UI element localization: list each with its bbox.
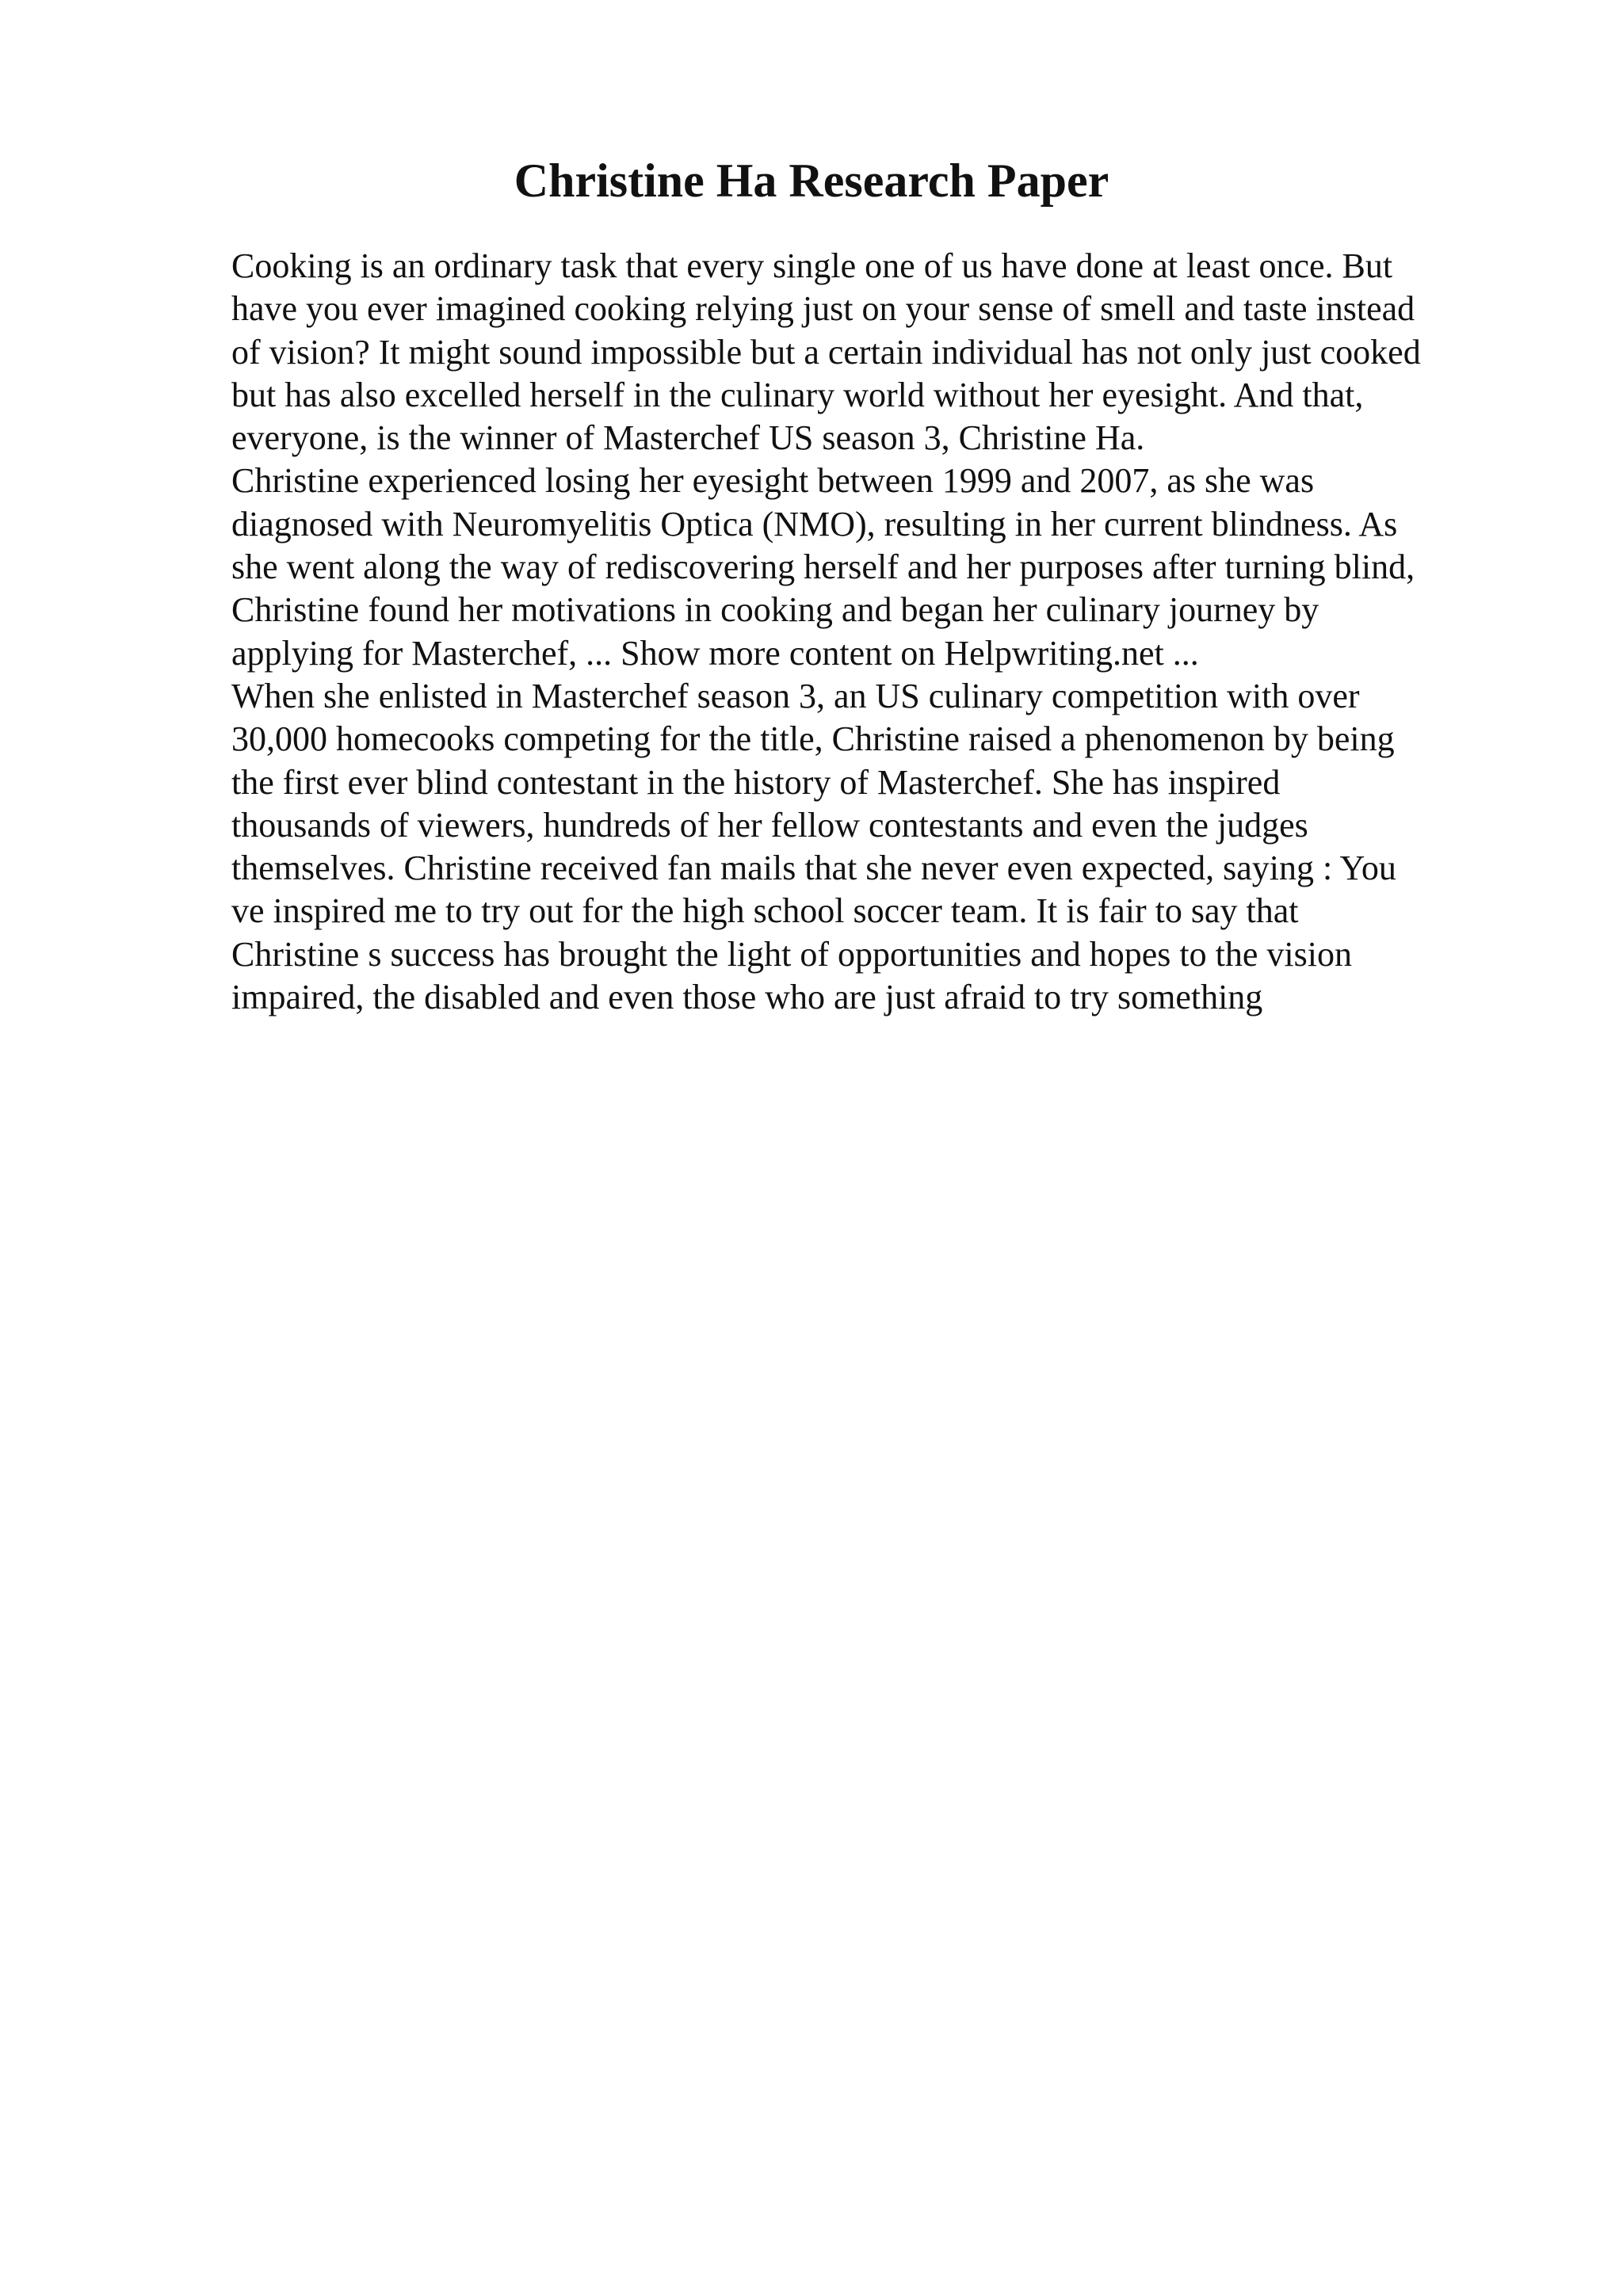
body-line: everyone, is the winner of Masterchef US season 3, Christine Ha. [231,418,1145,458]
body-line: have you ever imagined cooking relying just on your sense of smell and taste instead [231,289,1415,329]
body-line: impaired, the disabled and even those who are just afraid to try something [231,978,1263,1017]
body-line: Cooking is an ordinary task that every single one of us have done at least once. But [231,246,1393,285]
body-line: themselves. Christine received fan mails that she never even expected, saying : You [231,849,1396,888]
body-line: When she enlisted in Masterchef season 3, an US culinary competition with over [231,676,1360,715]
document-body [231,245,1515,1019]
body-line: she went along the way of rediscovering herself and her purposes after turning blind, [231,547,1415,587]
body-line: Christine s success has brought the light of opportunities and hopes to the vision [231,934,1352,974]
body-line: of vision? It might sound impossible but a certain individual has not only just cooked [231,332,1421,372]
body-line: applying for Masterchef, ... Show more content on Helpwriting.net ... [231,633,1199,673]
body-line: 30,000 homecooks competing for the title, Christine raised a phenomenon by being [231,719,1395,759]
body-line: ve inspired me to try out for the high school soccer team. It is fair to say that [231,891,1299,931]
body-line: the first ever blind contestant in the history of Masterchef. She has inspired [231,762,1281,802]
body-line: diagnosed with Neuromyelitis Optica (NMO), resulting in her current blindness. As [231,504,1398,543]
body-line: thousands of viewers, hundreds of her fellow contestants and even the judges [231,805,1308,845]
body-line: Christine found her motivations in cooking and began her culinary journey by [231,590,1319,630]
body-line: but has also excelled herself in the culinary world without her eyesight. And that, [231,375,1364,414]
document-title: Christine Ha Research Paper [514,154,1109,207]
body-line: Christine experienced losing her eyesight between 1999 and 2007, as she was [231,461,1315,501]
